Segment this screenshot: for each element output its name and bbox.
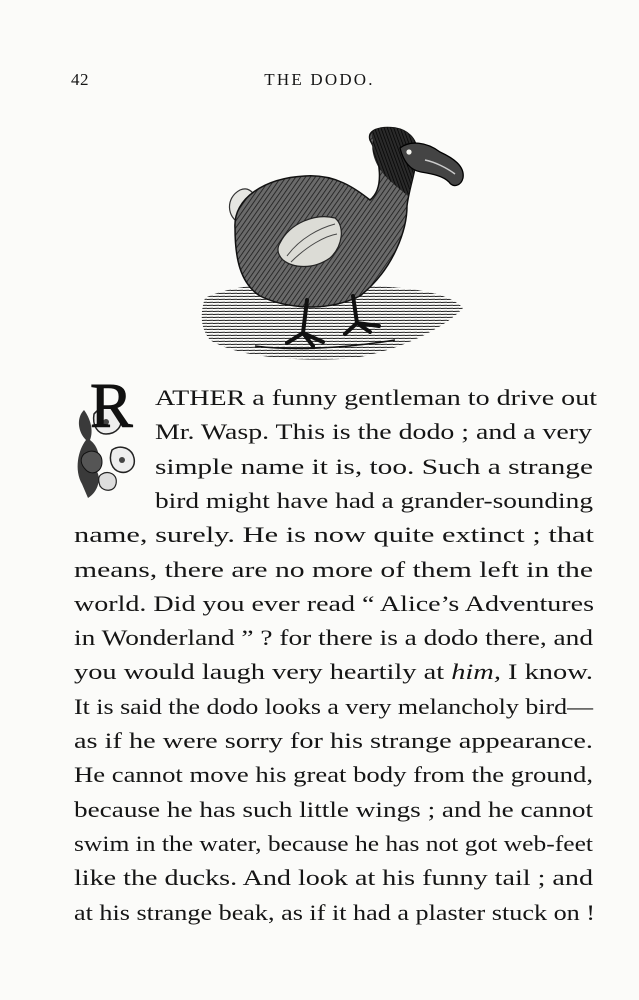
page-header [0,70,639,96]
text-line-content: swim in the water, because he has not got web-feet [74,830,593,856]
text-line [0,553,639,587]
italic-word: him, [451,659,501,685]
text-line [0,827,639,861]
text-line-content [74,655,593,689]
text-line [0,621,639,655]
text-line [0,758,639,792]
text-line-content: It is said the dodo looks a very melancholy bird— [74,693,593,719]
text-line [0,415,639,449]
dodo-illustration [195,118,470,368]
text-line [0,690,639,724]
text-line-content: He cannot move his great body from the ground, [74,762,593,788]
text-line [0,587,639,621]
text-line [0,896,639,930]
text-segment: you would laugh very heartily at [74,659,452,685]
text-line-content: simple name it is, too. Such a strange [155,453,593,479]
text-line [0,381,639,415]
text-line [0,484,639,518]
text-line-content: world. Did you ever read “ Alice’s Adventures [74,590,594,616]
text-line-content: ATHER a funny gentleman to drive out [155,385,597,410]
text-line-content: as if he were sorry for his strange appearance. [74,728,593,753]
text-line-content: name, surely. He is now quite extinct ; that [74,522,594,548]
text-line-content: because he has such little wings ; and he cannot [74,796,593,822]
text-line [0,450,639,484]
text-line-content: Mr. Wasp. This is the dodo ; and a very [155,419,592,445]
text-line [0,861,639,895]
text-line-content: at his strange beak, as if it had a plaster stuck on ! [74,899,595,925]
text-line-content: like the ducks. And look at his funny tail ; and [74,865,593,891]
page-number: 42 [71,70,89,89]
running-head: THE DODO. [264,70,375,89]
drop-cap-letter: R [90,370,133,441]
text-line [0,793,639,827]
text-line-content: means, there are no more of them left in the [74,556,593,582]
text-line-content: in Wonderland ” ? for there is a dodo there, and [74,625,593,651]
text-line-content: bird might have had a grander-sounding [155,487,593,513]
text-line [0,655,639,689]
text-line [0,518,639,552]
text-segment: I know. [500,659,593,685]
text-line [0,724,639,758]
